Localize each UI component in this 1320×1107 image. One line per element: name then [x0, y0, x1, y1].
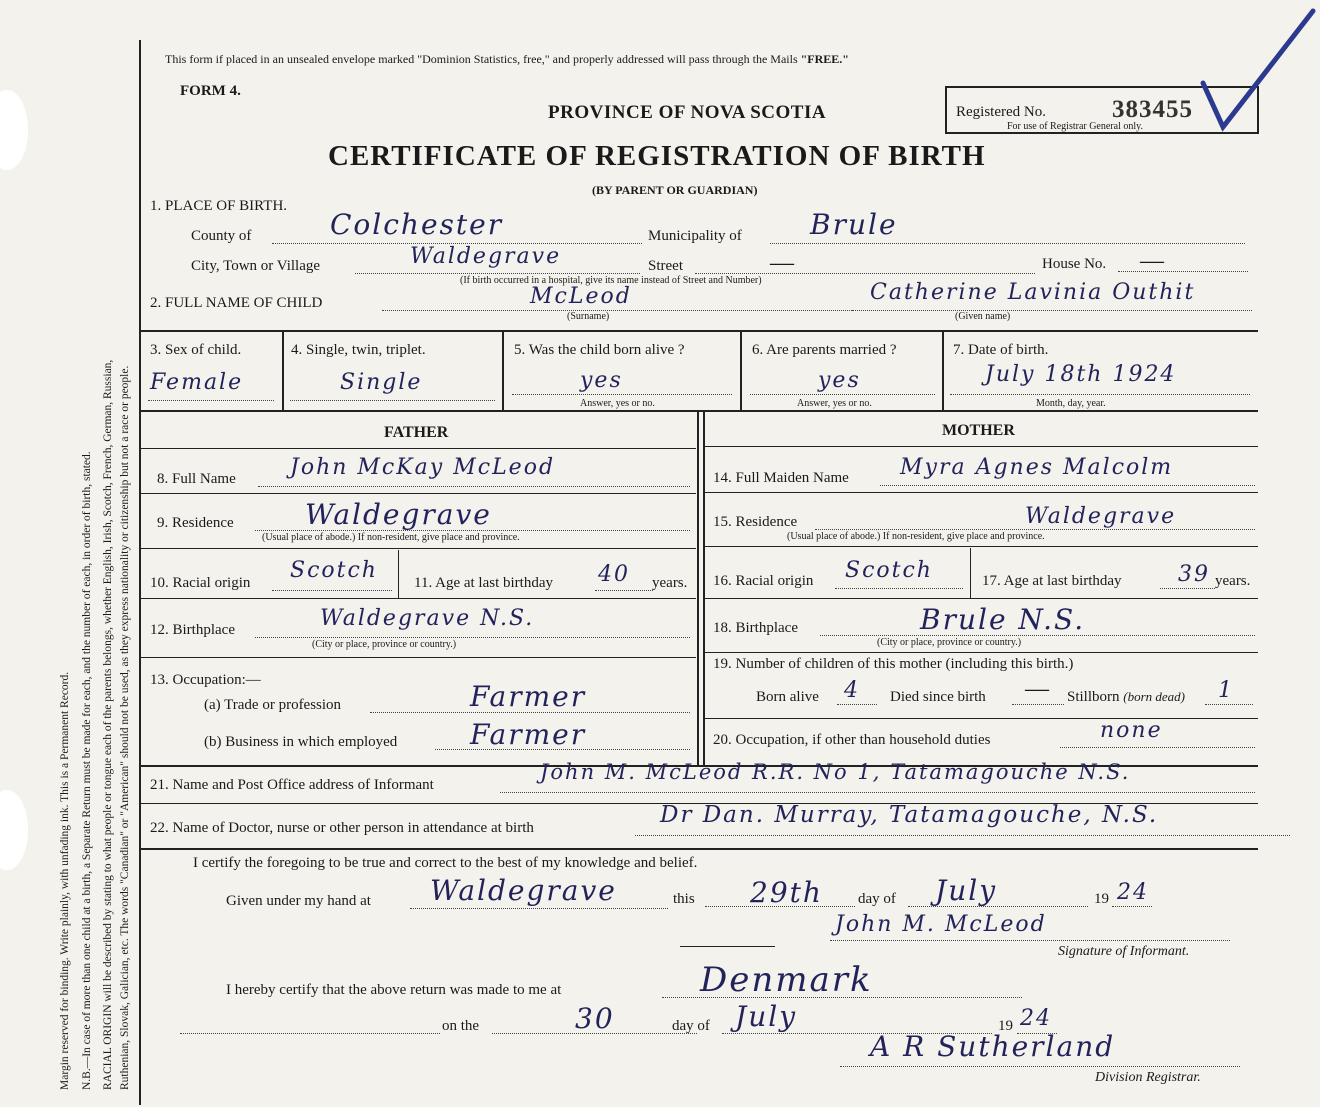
certify-year-prefix: 19: [1094, 891, 1109, 907]
mother-name-value: Myra Agnes Malcolm: [900, 455, 1174, 480]
place-of-birth-label: 1. PLACE OF BIRTH.: [150, 198, 288, 214]
parents-married-label: 6. Are parents married ?: [752, 342, 897, 358]
registered-note: For use of Registrar General only.: [1007, 121, 1143, 132]
parents-married-caption: Answer, yes or no.: [797, 398, 872, 409]
registrar-month-value: July: [735, 1000, 798, 1033]
mother-residence-value: Waldegrave: [1025, 504, 1177, 529]
father-heading: FATHER: [384, 424, 449, 441]
mother-occupation-label: 20. Occupation, if other than household duties: [713, 732, 991, 748]
born-alive-count-label: Born alive: [756, 689, 819, 705]
mother-birthplace-caption: (City or place, province or country.): [877, 637, 1022, 648]
father-residence-caption: (Usual place of abode.) If non-resident, give place and province.: [262, 532, 520, 543]
side-note-4: Ruthenian, Slovak, Galician, etc. The words "Canadian" or "American" should not be used, as they express nationality or citizenship but not a race or people.: [119, 365, 131, 1090]
mother-age-unit: years.: [1215, 573, 1251, 589]
born-alive-count: 4: [844, 678, 860, 703]
child-surname: McLeod: [530, 284, 632, 309]
mother-age-value: 39: [1178, 562, 1210, 587]
registrar-statement: I hereby certify that the above return was made to me at: [226, 982, 562, 998]
municipality-value: Brule: [810, 208, 898, 241]
mother-occupation-value: none: [1100, 718, 1163, 743]
given-place-value: Waldegrave: [430, 874, 617, 907]
municipality-label: Municipality of: [648, 228, 742, 244]
registrar-day-value: 30: [575, 1002, 615, 1035]
children-count-label: 19. Number of children of this mother (including this birth.): [713, 656, 1074, 672]
given-caption: (Given name): [955, 311, 1011, 322]
city-value: Waldegrave: [410, 244, 562, 269]
father-race-label: 10. Racial origin: [150, 575, 251, 591]
house-label: House No.: [1042, 256, 1107, 272]
mail-note: This form if placed in an unsealed envelope marked "Dominion Statistics, free," and properly addressed will pass through the Mails "FREE.": [165, 52, 849, 66]
city-label: City, Town or Village: [191, 258, 321, 274]
doctor-value: Dr Dan. Murray, Tatamagouche, N.S.: [660, 802, 1159, 828]
registrar-signature-caption: Division Registrar.: [1095, 1070, 1201, 1085]
father-residence-label: 9. Residence: [157, 515, 234, 531]
mother-birthplace-value: Brule N.S.: [920, 603, 1086, 636]
child-given-name: Catherine Lavinia Outhit: [870, 280, 1196, 305]
informant-signature-caption: Signature of Informant.: [1058, 944, 1190, 959]
this-label: this: [673, 891, 695, 907]
registered-number: 383455: [1112, 96, 1193, 123]
mother-race-value: Scotch: [845, 558, 933, 583]
plurality-value: Single: [340, 370, 423, 395]
born-alive-value: yes: [580, 368, 623, 393]
certify-month-value: July: [935, 874, 998, 907]
father-age-label: 11. Age at last birthday: [414, 575, 553, 591]
father-birthplace-label: 12. Birthplace: [150, 622, 235, 638]
side-note-3: RACIAL ORIGIN will be described by stating to what people or tongue each of the parents belongs, whether English, Irish, Scotch, French, German, Russian,: [102, 359, 114, 1090]
certify-year-value: 24: [1117, 880, 1149, 905]
father-name-value: John McKay McLeod: [290, 455, 556, 480]
plurality-label: 4. Single, twin, triplet.: [291, 342, 426, 358]
margin-line: [139, 40, 141, 1105]
born-alive-label: 5. Was the child born alive ?: [514, 342, 685, 358]
informant-label: 21. Name and Post Office address of Informant: [150, 777, 434, 793]
county-value: Colchester: [330, 208, 504, 241]
given-under-hand-label: Given under my hand at: [226, 893, 371, 909]
house-value: —: [1140, 248, 1164, 274]
date-of-birth-caption: Month, day, year.: [1036, 398, 1106, 409]
born-alive-caption: Answer, yes or no.: [580, 398, 655, 409]
stillborn-label: Stillborn (born dead): [1067, 689, 1186, 705]
stillborn-count: 1: [1218, 678, 1234, 703]
registrar-year-prefix: 19: [998, 1018, 1013, 1034]
mother-residence-caption: (Usual place of abode.) If non-resident, give place and province.: [787, 531, 1045, 542]
father-occupation-label: 13. Occupation:—: [150, 672, 261, 688]
date-of-birth-value: July 18th 1924: [985, 362, 1177, 387]
mother-heading: MOTHER: [942, 422, 1015, 439]
street-value: —: [770, 250, 794, 276]
form-number: FORM 4.: [180, 83, 241, 99]
certify-day-value: 29th: [750, 876, 823, 909]
province-heading: PROVINCE OF NOVA SCOTIA: [548, 102, 827, 123]
mother-name-label: 14. Full Maiden Name: [713, 470, 849, 486]
father-residence-value: Waldegrave: [305, 498, 492, 531]
certificate-subtitle: (BY PARENT OR GUARDIAN): [592, 183, 758, 197]
mother-race-label: 16. Racial origin: [713, 573, 814, 589]
surname-caption: (Surname): [567, 311, 610, 322]
registrar-day-of-label: day of: [672, 1018, 710, 1034]
on-the-label: on the: [442, 1018, 480, 1034]
certify-day-of-label: day of: [858, 891, 896, 907]
sex-value: Female: [150, 370, 244, 395]
business-label: (b) Business in which employed: [204, 734, 398, 750]
certify-statement: I certify the foregoing to be true and correct to the best of my knowledge and belief.: [193, 855, 698, 871]
informant-signature: John M. McLeod: [835, 912, 1047, 937]
hospital-note: (If birth occurred in a hospital, give its name instead of Street and Number): [460, 275, 762, 286]
mother-age-label: 17. Age at last birthday: [982, 573, 1122, 589]
child-name-label: 2. FULL NAME OF CHILD: [150, 295, 323, 311]
registrar-year-value: 24: [1020, 1006, 1052, 1031]
doctor-label: 22. Name of Doctor, nurse or other person in attendance at birth: [150, 820, 534, 836]
side-note-1: Margin reserved for binding. Write plainly, with unfading ink. This is a Permanent Record.: [59, 671, 71, 1090]
registrar-signature: A R Sutherland: [870, 1030, 1116, 1063]
side-note-2: N.B.—In case of more than one child at a birth, a Separate Return must be made for each, and the number of each, in order of birth, stated.: [81, 451, 93, 1090]
certificate-title: CERTIFICATE OF REGISTRATION OF BIRTH: [328, 140, 986, 172]
registrar-place-value: Denmark: [700, 960, 873, 1000]
trade-value: Farmer: [470, 680, 587, 713]
date-of-birth-label: 7. Date of birth.: [953, 342, 1049, 358]
trade-label: (a) Trade or profession: [204, 697, 342, 713]
father-age-value: 40: [598, 562, 630, 587]
business-value: Farmer: [470, 718, 587, 751]
father-race-value: Scotch: [290, 558, 378, 583]
father-birthplace-caption: (City or place, province or country.): [312, 639, 457, 650]
mother-birthplace-label: 18. Birthplace: [713, 620, 798, 636]
check-mark-icon: [1195, 5, 1320, 135]
street-label: Street: [648, 258, 683, 274]
father-birthplace-value: Waldegrave N.S.: [320, 606, 535, 631]
registered-label: Registered No.: [956, 104, 1046, 120]
died-since-birth-label: Died since birth: [890, 689, 986, 705]
father-age-unit: years.: [652, 575, 688, 591]
side-notes: [0, 0, 140, 1107]
died-since-birth-value: —: [1025, 676, 1049, 702]
mother-residence-label: 15. Residence: [713, 514, 798, 530]
county-label: County of: [191, 228, 252, 244]
sex-label: 3. Sex of child.: [150, 342, 242, 358]
informant-value: John M. McLeod R.R. No 1, Tatamagouche N.S.: [540, 760, 1131, 784]
parents-married-value: yes: [818, 368, 861, 393]
father-name-label: 8. Full Name: [157, 471, 236, 487]
